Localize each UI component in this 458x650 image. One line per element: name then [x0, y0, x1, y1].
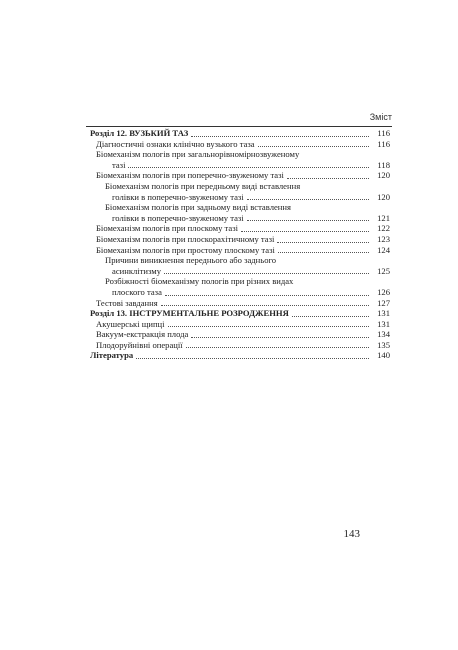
toc-leader-dots: [292, 316, 369, 317]
toc-entry-page: 134: [377, 329, 390, 340]
toc-entry-page: 118: [377, 159, 390, 170]
toc-entry-page: 131: [377, 308, 390, 319]
page-number: 143: [343, 528, 360, 540]
toc-entry-page: 116: [377, 138, 390, 149]
toc-leader-dots: [278, 252, 369, 253]
toc-entry: [90, 319, 390, 330]
toc-entry: [90, 128, 390, 139]
toc-leader-dots: [136, 358, 369, 359]
toc-entry: [90, 287, 390, 298]
toc-entry-page: 123: [377, 233, 390, 244]
toc-entry-title: Розділ 13. ІНСТРУМЕНТАЛЬНЕ РОЗРОДЖЕННЯ: [90, 308, 289, 319]
toc-entry-title: Розділ 12. ВУЗЬКИЙ ТАЗ: [90, 128, 189, 138]
toc-entry-title: Біомеханізм пологів при передньому виді вставлення: [105, 180, 301, 191]
toc-entry-page: 135: [377, 339, 390, 350]
toc-entry-title: Плодоруйнівні операції: [96, 339, 183, 350]
toc-entry: [90, 329, 390, 340]
toc-entry: [90, 192, 390, 203]
toc-entry-page: 121: [377, 212, 390, 223]
toc-entry-title: голівки в поперечно-звуженому тазі: [112, 191, 244, 202]
toc-leader-dots: [247, 199, 369, 200]
toc-leader-dots: [277, 242, 369, 243]
toc-leader-dots: [165, 295, 369, 296]
toc-leader-dots: [287, 178, 369, 179]
toc-entry-title: голівки в поперечно-звуженому тазі: [112, 212, 244, 223]
toc-entry: [90, 266, 390, 277]
toc-leader-dots: [247, 220, 369, 221]
toc-entry: [90, 245, 390, 256]
toc-entry: [90, 234, 390, 245]
toc-entry-page: 140: [377, 350, 390, 361]
toc-entry-title: Біомеханізм пологів при задньому виді вставлення: [105, 202, 291, 213]
toc-entry: [90, 181, 390, 192]
toc-entry-title: Вакуум-екстракція плода: [96, 329, 189, 340]
toc-entry: [90, 340, 390, 351]
toc-entry-title: Біомеханізм пологів при плоскорахітичному тазі: [96, 233, 275, 244]
table-of-contents: [90, 128, 390, 361]
toc-entry: [90, 255, 390, 266]
toc-entry: [90, 160, 390, 171]
toc-entry: [90, 213, 390, 224]
toc-entry-title: Розбіжності біомеханізму пологів при різних видах: [105, 276, 294, 287]
toc-entry: [90, 149, 390, 160]
header-section-title: Зміст: [369, 112, 392, 122]
toc-entry-title: Біомеханізм пологів при загальнорівномірнозвуженому: [96, 149, 300, 160]
toc-entry-page: 120: [377, 191, 390, 202]
toc-entry-title: асинклітизму: [112, 265, 162, 276]
toc-entry-page: 127: [377, 297, 390, 308]
toc-leader-dots: [241, 231, 369, 232]
toc-entry-page: 116: [377, 128, 390, 138]
toc-leader-dots: [191, 337, 369, 338]
toc-entry-title: Біомеханізм пологів при простому плоскому тазі: [96, 244, 275, 255]
toc-entry: [90, 298, 390, 309]
toc-leader-dots: [161, 305, 369, 306]
toc-entry: [90, 170, 390, 181]
toc-leader-dots: [186, 347, 369, 348]
toc-entry-title: Біомеханізм пологів при поперечно-звуженому тазі: [96, 170, 284, 181]
toc-entry-page: 131: [377, 318, 390, 329]
header-rule: [86, 126, 392, 127]
toc-entry-page: 124: [377, 244, 390, 255]
toc-entry-title: Тестові завдання: [96, 297, 158, 308]
toc-leader-dots: [258, 146, 369, 147]
toc-leader-dots: [164, 273, 369, 274]
toc-entry: [90, 223, 390, 234]
toc-entry-page: 122: [377, 223, 390, 234]
toc-entry: [90, 202, 390, 213]
toc-leader-dots: [168, 326, 369, 327]
toc-entry: [90, 308, 390, 319]
toc-entry-title: плоского таза: [112, 286, 162, 297]
toc-entry: [90, 350, 390, 361]
toc-entry: [90, 139, 390, 150]
toc-entry: [90, 276, 390, 287]
toc-entry-title: Акушерські щипці: [96, 318, 165, 329]
toc-entry-title: Біомеханізм пологів при плоскому тазі: [96, 223, 238, 234]
toc-entry-page: 126: [377, 286, 390, 297]
toc-entry-title: тазі: [112, 159, 126, 170]
toc-entry-title: Діагностичні ознаки клінічно вузького таза: [96, 138, 255, 149]
toc-leader-dots: [191, 136, 369, 137]
toc-entry-page: 125: [377, 265, 390, 276]
toc-entry-title: Причини виникнення переднього або заднього: [105, 255, 277, 266]
toc-leader-dots: [128, 167, 369, 168]
toc-entry-title: Література: [90, 350, 134, 361]
toc-entry-page: 120: [377, 170, 390, 181]
